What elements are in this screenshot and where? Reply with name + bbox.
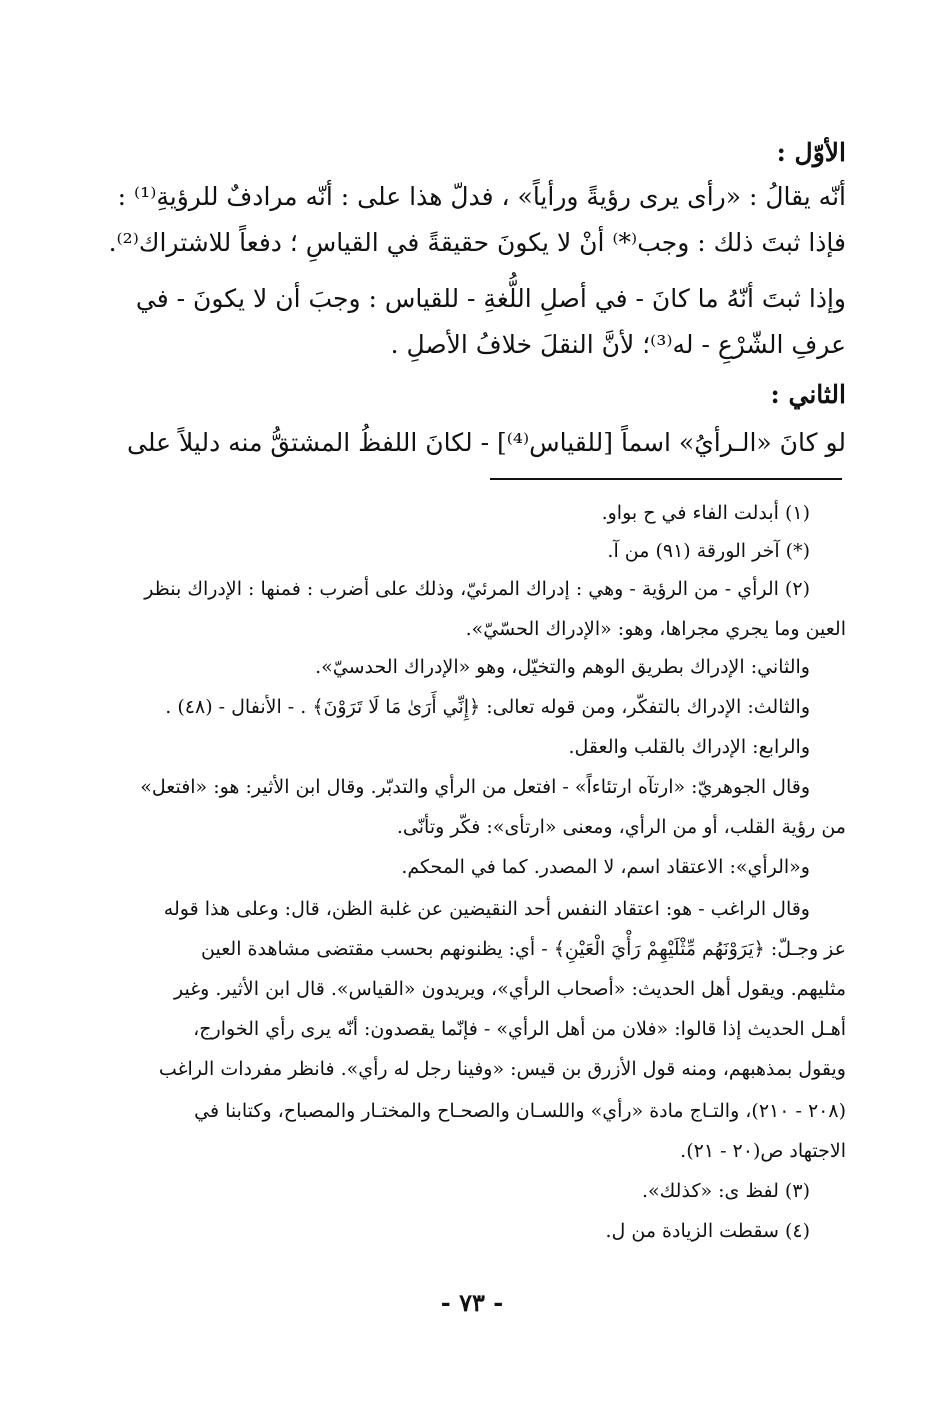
footnote-2-line: والثاني: الإدراك بطريق الوهم والتخيّل، وهو «الإدراك الحدسيّ». [315, 656, 810, 678]
footnote-star: (*) آخر الورقة (٩١) من آ. [607, 540, 810, 562]
footnote-2-line: و«الرأي»: الاعتقاد اسم، لا المصدر. كما في المحكم. [401, 856, 810, 878]
footnote-2-line: من رؤية القلب، أو من الرأي، ومعنى «ارتأى»: فكّر وتأنّى. [396, 816, 846, 838]
footnote-2-line: مثليهم. ويقول أهل الحديث: «أصحاب الرأي»، ويريدون «القياس». قال ابن الأثير. وغير [174, 978, 846, 1000]
footnote-2-line: وقال الجوهريّ: «ارتآه ارتئاءاً» - افتعل من الرأي والتدبّر. وقال ابن الأثير: هو: «افتعل» [140, 776, 810, 798]
body-line: عرفِ الشّرْعِ - له⁽³⁾؛ لأنَّ النقلَ خلافُ الأصلِ . [390, 330, 846, 359]
body-line: لو كانَ «الـرأيُ» اسماً [للقياس⁽⁴⁾] - لكانَ اللفظُ المشتقُّ منه دليلاً على [127, 428, 846, 457]
section-heading-first: الأوّل : [776, 138, 846, 167]
page-number: - ٧٣ - [440, 1288, 504, 1317]
footnote-2-line: الاجتهاد ص(٢٠ - ٢١). [680, 1140, 846, 1162]
footnote-2-line: ويقول بمذهبهم، ومنه قول الأزرق بن قيس: «وفينا رجل له رأي». فانظر مفردات الراغب [158, 1058, 846, 1080]
footnote-2-line: وقال الراغب - هو: اعتقاد النفس أحد النقيضين عن غلبة الظن، قال: وعلى هذا قوله [163, 898, 810, 920]
footnote-2-line: والثالث: الإدراك بالتفكّر، ومن قوله تعالى: ﴿إِنِّي أَرَىٰ مَا لَا تَرَوْنَ﴾ . - الأنفال - (٤٨) . [165, 696, 810, 718]
footnote-1: (١) أبدلت الفاء في ح بواو. [601, 502, 810, 524]
body-line: أنّه يقالُ : «رأى يرى رؤيةً ورأياً» ، فدلّ هذا على : أنّه مرادفٌ للرؤيةِ⁽¹⁾ : [117, 182, 846, 211]
footnote-4: (٤) سقطت الزيادة من ل. [605, 1220, 810, 1242]
section-heading-second: الثاني : [770, 380, 846, 409]
body-line: فإذا ثبتَ ذلك : وجب⁽*⁾ أنْ لا يكونَ حقيقةً في القياسِ ؛ دفعاً للاشتراك⁽²⁾. [108, 228, 846, 257]
footnote-2-line: العين وما يجري مجراها، وهو: «الإدراك الحسّيّ». [465, 618, 846, 640]
footnote-2-line: (٢٠٨ - ٢١٠)، والتـاج مادة «رأي» واللسـان والصحـاح والمختـار والمصباح، وكتابنا في [194, 1100, 846, 1122]
footnote-2-line: عز وجـلّ: ﴿يَرَوْنَهُم مِّثْلَيْهِمْ رَأْيَ الْعَيْنِ﴾ - أي: يظنونهم بحسب مقتضى مشاهدة العين [201, 938, 846, 960]
body-line: وإذا ثبتَ أنّهُ ما كانَ - في أصلِ اللُّغةِ - للقياس : وجبَ أن لا يكونَ - في [135, 284, 846, 313]
footnote-separator [490, 478, 842, 480]
footnote-3: (٣) لفظ ى: «كذلك». [642, 1180, 810, 1202]
footnote-2-line: (٢) الرأي - من الرؤية - وهي : إدراك المرئيّ، وذلك على أضرب : فمنها : الإدراك بنظر [144, 578, 810, 600]
footnote-2-line: أهـل الحديث إذا قالوا: «فلان من أهل الرأي» - فإنّما يقصدون: أنّه يرى رأي الخوارج، [193, 1018, 846, 1040]
footnote-2-line: والرابع: الإدراك بالقلب والعقل. [568, 736, 810, 758]
